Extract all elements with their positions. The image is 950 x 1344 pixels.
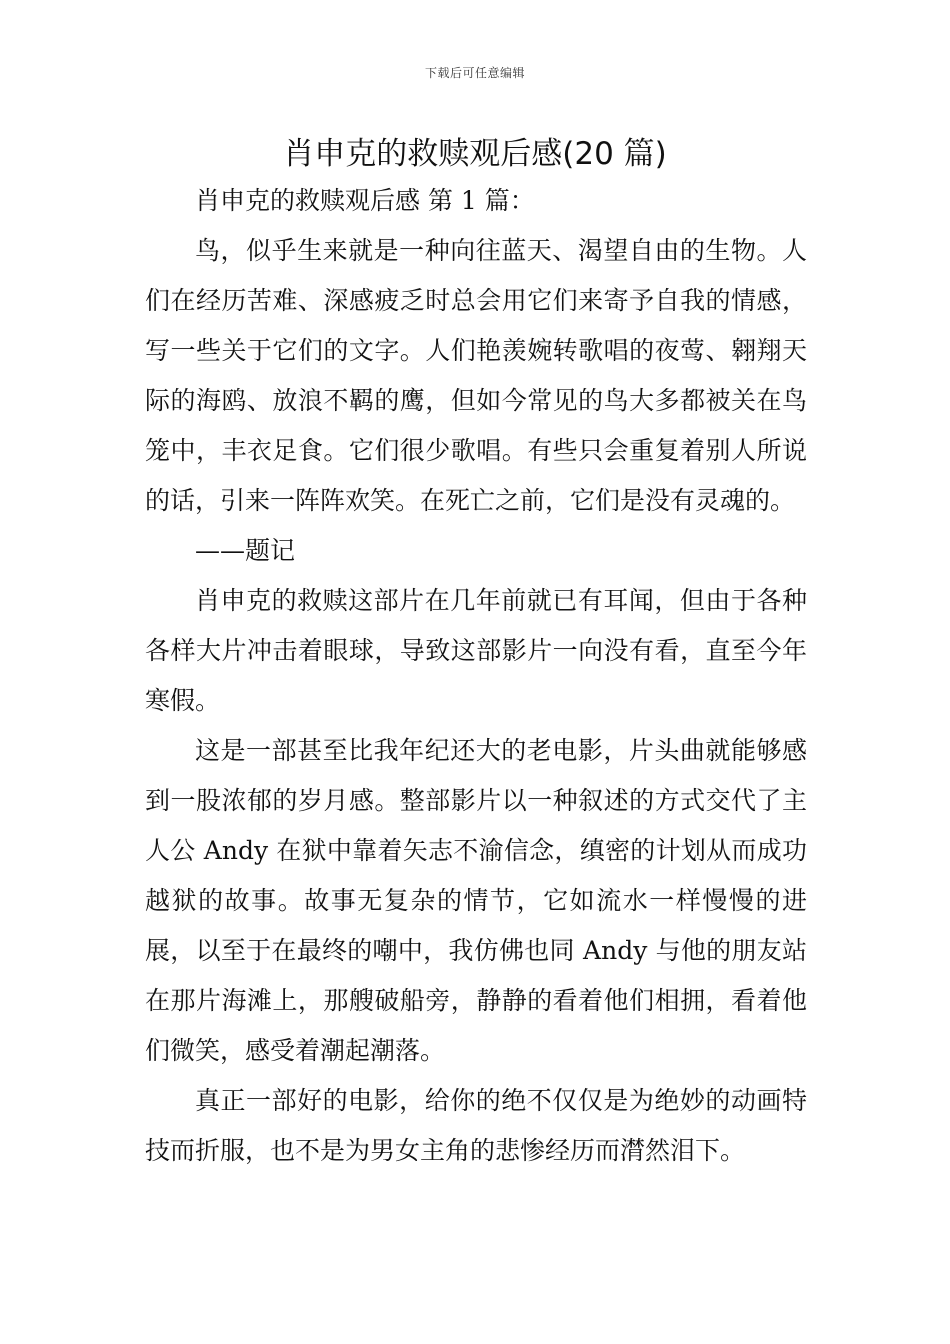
paragraph: 肖申克的救赎这部片在几年前就已有耳闻，但由于各种各样大片冲击着眼球，导致这部影片一向没有看，直至今年寒假。 — [145, 586, 807, 715]
paragraph-intro: 鸟，似乎生来就是一种向往蓝天、渴望自由的生物。人们在经历苦难、深感疲乏时总会用它们来寄予自我的情感，写一些关于它们的文字。人们艳羡婉转歌唱的夜莺、翱翔天际的海鸥、放浪不羁的鹰，但如今常见的鸟大多都被关在鸟笼中，丰衣足食。它们很少歌唱。有些只会重复着别人所说的话，引来一阵阵欢笑。在死亡之前，它们是没有灵魂的。 — [145, 236, 807, 515]
paragraph: 真正一部好的电影，给你的绝不仅仅是为绝妙的动画特技而折服，也不是为男女主角的悲惨经历而潸然泪下。 — [145, 1086, 807, 1165]
section-heading: 肖申克的救赎观后感 第 1 篇： — [195, 186, 535, 215]
document-body — [145, 176, 807, 1176]
paragraph: 这是一部甚至比我年纪还大的老电影，片头曲就能够感到一股浓郁的岁月感。整部影片以一种叙述的方式交代了主人公 Andy 在狱中靠着矢志不渝信念，缜密的计划从而成功越狱的故事。故事无复杂的情节，它如流水一样慢慢的进展，以至于在最终的嘲中，我仿佛也同 Andy 与他的朋友站在那片海滩上，那艘破船旁，静静的看着他们相拥，看着他们微笑，感受着潮起潮落。 — [145, 736, 807, 1065]
document-title: 肖申克的救赎观后感(20 篇) — [283, 136, 667, 172]
header-note: 下载后可任意编辑 — [424, 66, 525, 80]
epigraph-attribution: ——题记 — [195, 536, 296, 565]
